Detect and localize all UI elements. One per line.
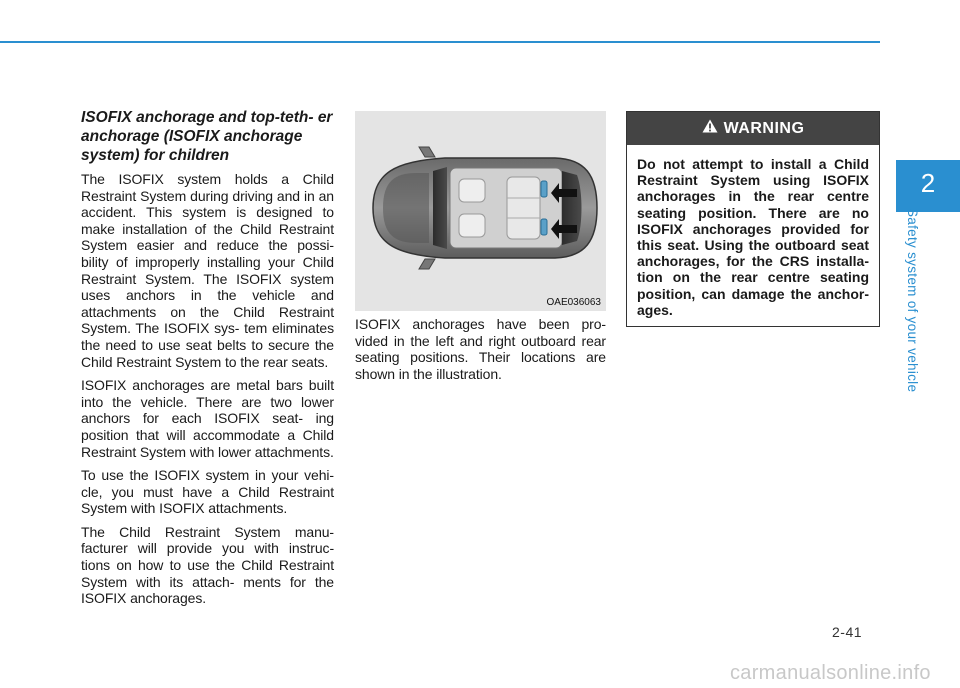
warning-triangle-icon — [702, 119, 718, 138]
chapter-number: 2 — [920, 168, 936, 198]
section-heading: ISOFIX anchorage and top-teth- er anchorage (ISOFIX anchorage system) for children — [81, 109, 333, 164]
page-number: 2-41 — [832, 624, 863, 640]
figure-caption-column — [355, 316, 606, 389]
paragraph-4: The Child Restraint System manu- facturer will provide you with instruc- tions on how to use the Child Restraint System with its attach- ments for the ISOFIX anchorages. — [81, 523, 334, 607]
paragraph-3: To use the ISOFIX system in your vehi- cle, you must have a Child Restraint System with ISOFIX attachments. — [81, 467, 334, 517]
warning-header — [627, 112, 879, 145]
figure-code: OAE036063 — [546, 297, 601, 308]
isofix-illustration — [355, 111, 606, 311]
car-top-view-image — [355, 111, 606, 311]
warning-text: Do not attempt to install a Child Restraint System using ISOFIX anchorages in the rear centre seating position. There are no ISOFIX anchorages provided for this seat. Using the outboard seat anchorages, for the CRS installa- tion on the rear centre seating position, can damage the anchor- ages. — [637, 156, 869, 318]
figure-caption: ISOFIX anchorages have been pro- vided in the left and right outboard rear seating positions. Their locations are shown in the illustration. — [355, 316, 606, 382]
watermark-text: carmanualsonline.info — [730, 662, 931, 684]
main-text-column — [81, 108, 334, 614]
chapter-title: Safety system of your vehicle — [905, 208, 920, 393]
paragraph-2: ISOFIX anchorages are metal bars built into the vehicle. There are two lower anchors for each ISOFIX seat- ing position that will accommodate a Child Restraint System with lower attachments. — [81, 377, 334, 460]
paragraph-1: The ISOFIX system holds a Child Restraint System during driving and in an accident. This system is designed to make installation of the Child Restraint System easier and reduce the possi- bility of improperly installing your Child Restraint System. The ISOFIX system uses anchors in the vehicle and attachments on the Child Restraint System. The ISOFIX sys- tem eliminates the need to use seat belts to secure the Child Restraint System to the rear seats. — [81, 171, 334, 370]
chapter-tab — [896, 160, 960, 212]
warning-title: WARNING — [723, 119, 805, 137]
header-rule — [0, 41, 880, 43]
warning-box — [626, 111, 880, 327]
